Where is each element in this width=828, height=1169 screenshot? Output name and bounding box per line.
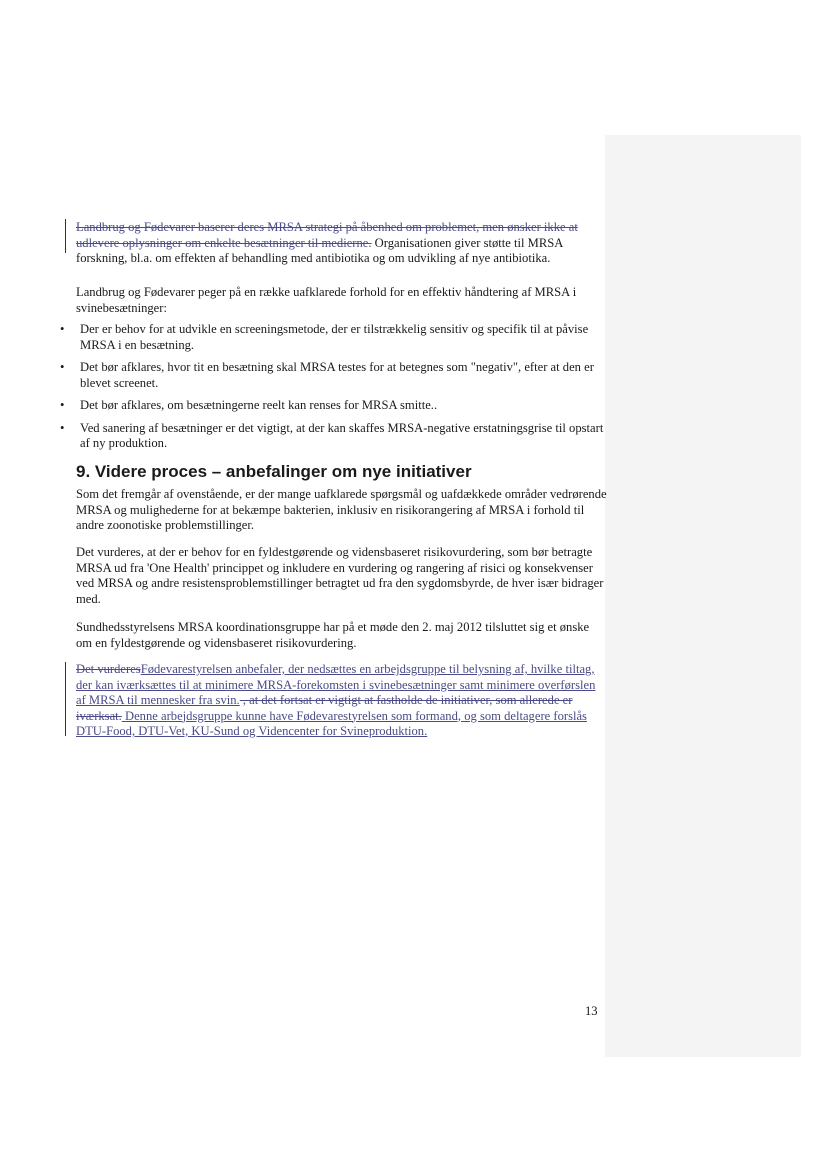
paragraph-risk: Det vurderes, at der er behov for en fyldestgørende og vidensbaseret risikovurdering, som bør betragte MRSA ud fra 'One Health' princippet og inkludere en vurdering og rangering af risici og konsekvenser ved MRSA og andre resistensproblemstillinger betragtet ud fra den sygdomsbyrde, de hver især bidrager med. — [76, 545, 604, 606]
page-number: 13 — [585, 1004, 598, 1018]
list-item: • Det bør afklares, om besætningerne reelt kan renses for MRSA smitte.. — [60, 398, 438, 412]
list-item: • Der er behov for at udvikle en screeningsmetode, der er tilstrækkelig sensitiv og specifik til at påvise MRSA i en besætning. — [60, 322, 589, 352]
paragraph-intro: Som det fremgår af ovenstående, er der mange uafklarede spørgsmål og uafdækkede områder vedrørende MRSA og mulighederne for at bekæmpe bakterien, inklusiv en risikorangering af MRSA i forhold til andre zoonotiske problemstillinger. — [76, 487, 607, 532]
inserted-text: Fødevarestyrelsen anbefaler, der nedsættes en arbejdsgruppe til belysning af, hvilke tiltag, der kan iværksættes til at minimere MRSA-forekomsten i svinebesætninger samt minimere overførslen af MRSA til mennesker fra svin. — [76, 662, 596, 707]
paragraph-landbrug: Landbrug og Fødevarer peger på en række uafklarede forhold for en effektiv håndtering af MRSA i svinebesætninger: — [76, 285, 577, 315]
paragraph-recommendation — [76, 662, 608, 740]
bullet-list — [60, 322, 608, 459]
bullet-icon: • — [60, 398, 65, 412]
bullet-icon: • — [60, 420, 65, 435]
paragraph-sundhedsstyrelsen: Sundhedsstyrelsens MRSA koordinationsgruppe har på et møde den 2. maj 2012 tilsluttet sig et ønske om en fyldestgørende og vidensbaseret risikovurdering. — [76, 620, 590, 650]
change-bar — [65, 662, 66, 736]
paragraph-text: Organisationen giver støtte til MRSA forskning, bl.a. om effekten af behandling med antibiotika og om udvikling af nye antibiotika. — [76, 235, 563, 265]
change-bar — [65, 219, 66, 253]
bullet-icon: • — [60, 360, 65, 374]
bullet-icon: • — [60, 322, 65, 336]
section-heading: 9. Videre proces – anbefalinger om nye initiativer — [76, 462, 472, 481]
list-item: • Det bør afklares, hvor tit en besætning skal MRSA testes for at betegnes som "negativ", efter at den er blevet screenet. — [60, 360, 594, 390]
deleted-text: Landbrug og Fødevarer baserer deres MRSA strategi på åbenhed om problemet, men ønsker ikke at udlevere oplysninger om enkelte besætninger til medierne. — [76, 220, 578, 250]
deleted-text: , at det fortsat er vigtigt at fastholde de initiativer, som allerede er iværksat. — [76, 693, 573, 723]
deleted-text: Det vurderes — [76, 662, 141, 676]
inserted-text: Denne arbejdsgruppe kunne have Fødevarestyrelsen som formand, og som deltagere forslås DTU-Food, DTU-Vet, KU-Sund og Videncenter for Svineproduktion. — [76, 708, 587, 738]
paragraph-organisation — [76, 220, 608, 267]
list-item: • Ved sanering af besætninger er det vigtigt, at der kan skaffes MRSA-negative erstatningsgrise til opstart af ny produktion. — [60, 420, 604, 450]
